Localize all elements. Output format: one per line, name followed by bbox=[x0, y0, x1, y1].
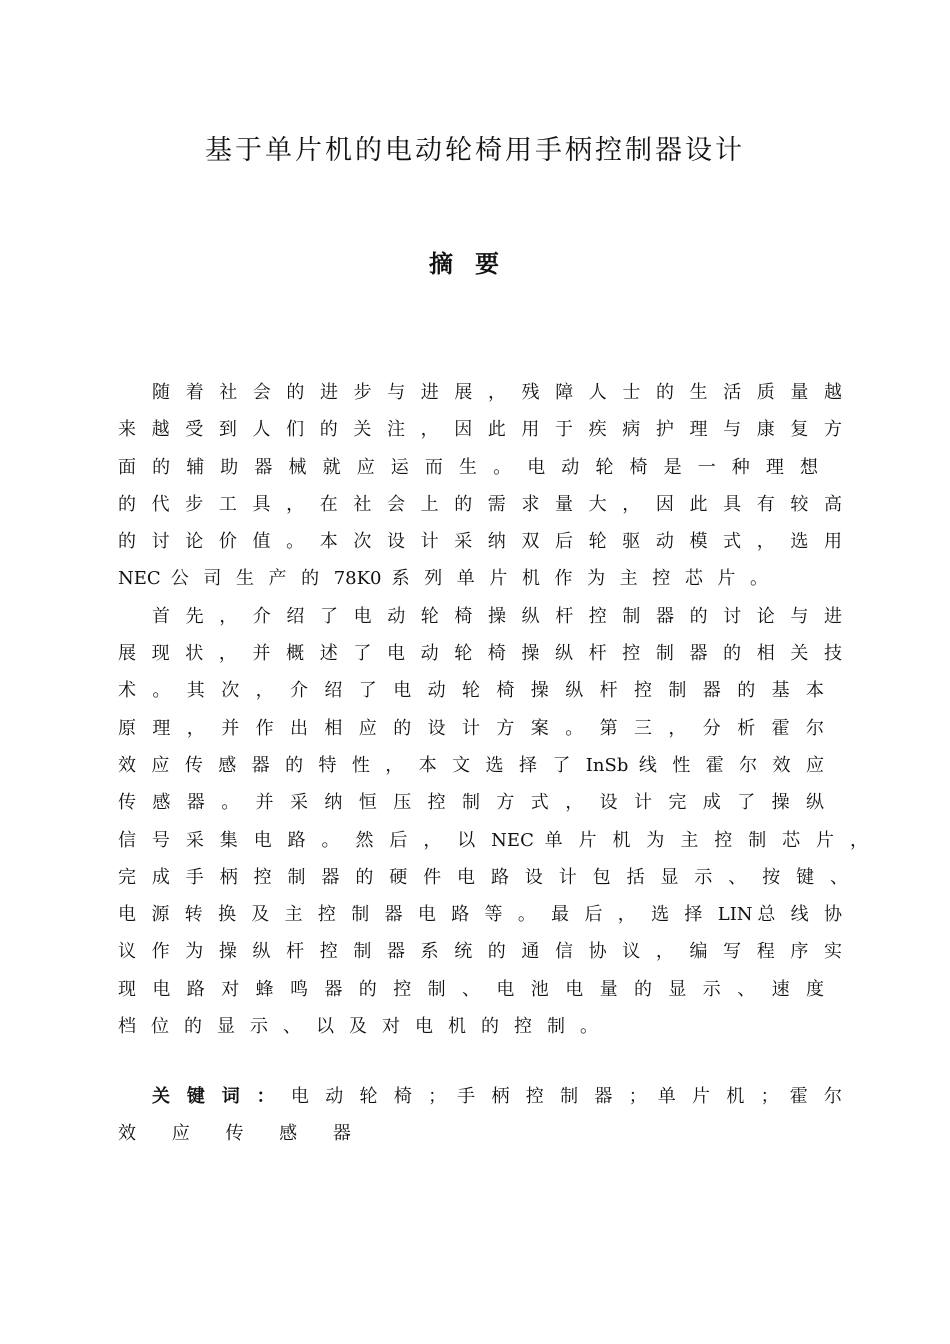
abstract-line: 随 着 社 会 的 进 步 与 进 展 ， 残 障 人 士 的 生 活 质 量 越 bbox=[152, 382, 842, 403]
abstract-line: 现 电 路 对 蜂 鸣 器 的 控 制 、 电 池 电 量 的 显 示 、 速 度 bbox=[118, 978, 824, 1000]
abstract-line: 信 号 采 集 电 路 。 然 后 ， 以 NEC 单 片 机 为 主 控 制 芯 片 ， bbox=[118, 829, 868, 851]
abstract-line: 议 作 为 操 纵 杆 控 制 器 系 统 的 通 信 协 议 ， 编 写 程 序 实 bbox=[118, 941, 842, 963]
abstract-line: 效 应 传 感 器 的 特 性 ， 本 文 选 择 了 InSb 线 性 霍 尔 效 应 bbox=[118, 754, 824, 776]
keywords-line-2: 效 应 传 感 器 bbox=[118, 1123, 366, 1145]
abstract-line: 传 感 器 。 并 采 纳 恒 压 控 制 方 式 ， 设 计 完 成 了 操 纵 bbox=[118, 792, 824, 814]
abstract-line: 的 代 步 工 具 ， 在 社 会 上 的 需 求 量 大 ， 因 此 具 有 较 高 bbox=[118, 493, 842, 515]
abstract-body bbox=[118, 374, 868, 1045]
abstract-line: 档 位 的 显 示 、 以 及 对 电 机 的 控 制 。 bbox=[118, 1016, 598, 1038]
keywords-label: 关 键 词 ： bbox=[152, 1086, 280, 1107]
abstract-heading: 摘要 bbox=[429, 250, 521, 278]
abstract-line: 面 的 辅 助 器 械 就 应 运 而 生 。 电 动 轮 椅 是 一 种 理 想 bbox=[118, 456, 818, 478]
abstract-line: 完 成 手 柄 控 制 器 的 硬 件 电 路 设 计 包 括 显 示 、 按 键 、 bbox=[118, 866, 848, 888]
abstract-line: 术 。 其 次 ， 介 绍 了 电 动 轮 椅 操 纵 杆 控 制 器 的 基 本 bbox=[118, 680, 824, 702]
abstract-line: 首 先 ， 介 绍 了 电 动 轮 椅 操 纵 杆 控 制 器 的 讨 论 与 进 bbox=[152, 605, 842, 627]
abstract-line: 来 越 受 到 人 们 的 关 注 ， 因 此 用 于 疾 病 护 理 与 康 复 方 bbox=[118, 419, 842, 441]
abstract-line: 原 理 ， 并 作 出 相 应 的 设 计 方 案 。 第 三 ， 分 析 霍 尔 bbox=[118, 717, 824, 739]
abstract-line: 的 讨 论 价 值 。 本 次 设 计 采 纳 双 后 轮 驱 动 模 式 ， 选 用 bbox=[118, 531, 842, 553]
abstract-line: 展 现 状 ， 并 概 述 了 电 动 轮 椅 操 纵 杆 控 制 器 的 相 关 技 bbox=[118, 643, 842, 665]
abstract-line: 电 源 转 换 及 主 控 制 器 电 路 等 。 最 后 ， 选 择 LIN总 线 协 bbox=[118, 904, 842, 926]
keywords-line bbox=[118, 1078, 842, 1115]
keywords-section bbox=[118, 1078, 842, 1153]
abstract-line: NEC 公 司 生 产 的 78K0 系 列 单 片 机 作 为 主 控 芯 片 。 bbox=[118, 568, 768, 590]
document-title: 基于单片机的电动轮椅用手柄控制器设计 bbox=[205, 135, 745, 166]
keywords-text: 电 动 轮 椅 ； 手 柄 控 制 器 ； 单 片 机 ； 霍 尔 bbox=[290, 1086, 842, 1107]
